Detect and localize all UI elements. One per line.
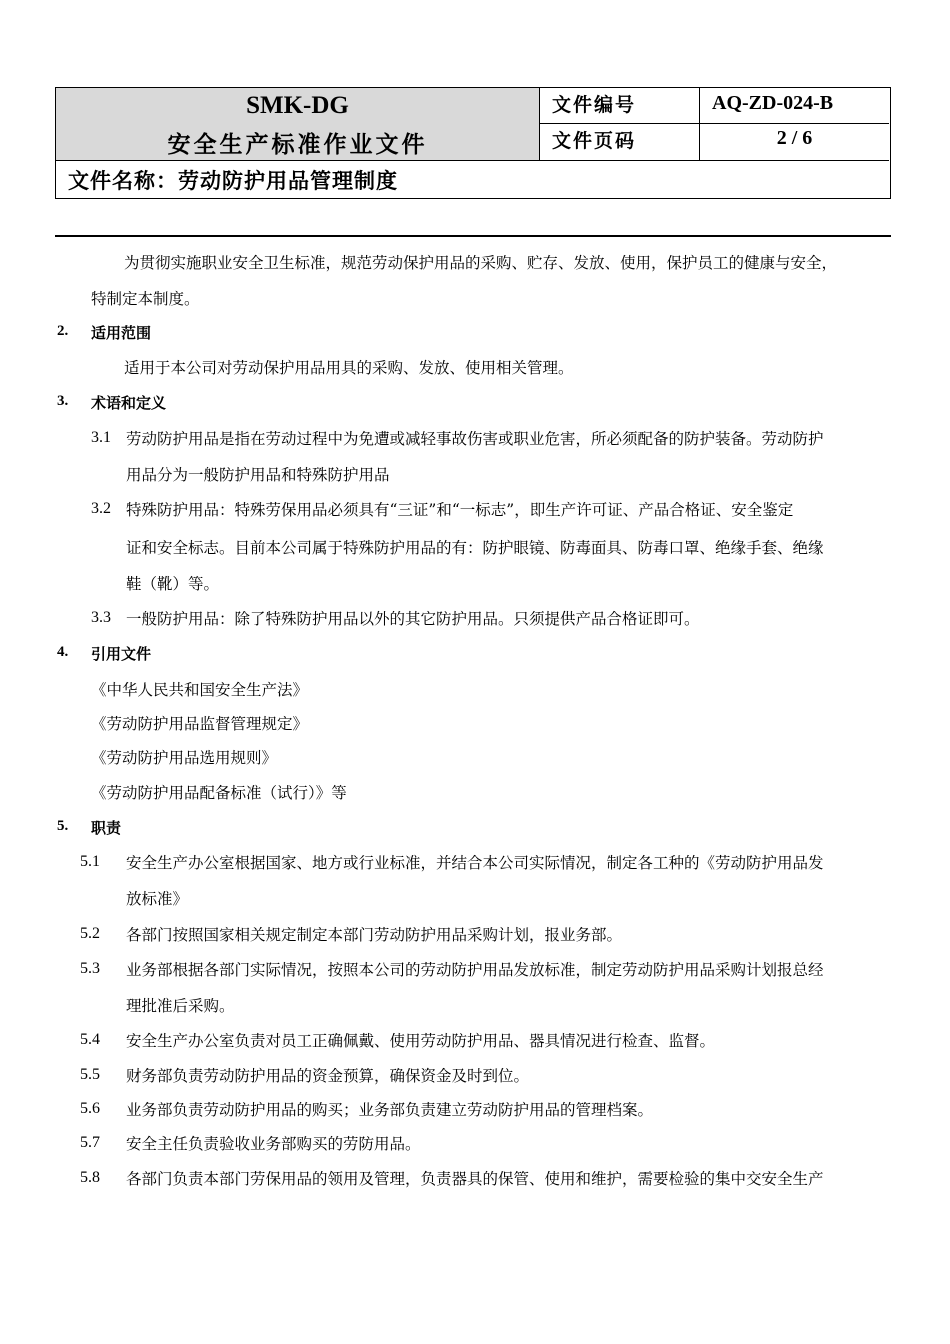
item-5-7-line-1: 安全主任负责验收业务部购买的劳防用品。 — [126, 1135, 421, 1153]
reference-item: 《劳动防护用品监督管理规定》 — [91, 715, 309, 733]
item-5-7-number: 5.7 — [80, 1134, 100, 1151]
item-5-3-number: 5.3 — [80, 960, 100, 977]
item-5-1-number: 5.1 — [80, 853, 100, 870]
item-5-1-line-2: 放标准》 — [126, 890, 189, 908]
item-3-2-line-2: 证和安全标志。目前本公司属于特殊防护用品的有：防护眼镜、防毒面具、防毒口罩、绝缘手套、绝缘 — [126, 539, 824, 557]
item-5-8-number: 5.8 — [80, 1169, 100, 1186]
item-5-5-number: 5.5 — [80, 1066, 100, 1083]
doc-number-value-cell — [700, 88, 889, 124]
item-5-3-line-1: 业务部根据各部门实际情况，按照本公司的劳动防护用品发放标准，制定劳动防护用品采购计划报总经 — [126, 961, 824, 979]
item-5-5-line-1: 财务部负责劳动防护用品的资金预算，确保资金及时到位。 — [126, 1067, 530, 1085]
document-header-table — [55, 87, 891, 199]
item-5-4-line-1: 安全生产办公室负责对员工正确佩戴、使用劳动防护用品、器具情况进行检查、监督。 — [126, 1032, 716, 1050]
reference-item: 《劳动防护用品配备标准（试行）》等 — [91, 784, 347, 802]
purpose-line-1: 为贯彻实施职业安全卫生标准，规范劳动保护用品的采购、贮存、发放、使用，保护员工的健康与安全， — [124, 254, 838, 272]
item-5-4-number: 5.4 — [80, 1031, 100, 1048]
page-number-value: 2 / 6 — [776, 127, 813, 149]
company-code: SMK-DG — [246, 92, 349, 119]
item-3-1-line-1: 劳动防护用品是指在劳动过程中为免遭或减轻事故伤害或职业危害，所必须配备的防护装备。劳动防护 — [126, 430, 824, 448]
item-5-1-line-1: 安全生产办公室根据国家、地方或行业标准，并结合本公司实际情况，制定各工种的《劳动防护用品发 — [126, 854, 824, 872]
doc-number-value: AQ-ZD-024-B — [712, 92, 834, 114]
doc-name: 文件名称：劳动防护用品管理制度 — [68, 168, 398, 193]
section-2-number: 2. — [57, 323, 69, 339]
item-5-3-line-2: 理批准后采购。 — [126, 997, 235, 1015]
item-3-3-number: 3.3 — [91, 609, 111, 626]
item-5-2-number: 5.2 — [80, 925, 100, 942]
section-2-text: 适用于本公司对劳动保护用品用具的采购、发放、使用相关管理。 — [124, 359, 574, 377]
page-number-label-cell — [540, 124, 700, 161]
section-5-title: 职责 — [91, 819, 122, 837]
item-3-2-line-1: 特殊防护用品：特殊劳保用品必须具有“三证”和“一标志”，即生产许可证、产品合格证、安全鉴定 — [126, 501, 794, 519]
section-2-title: 适用范围 — [91, 324, 152, 342]
item-3-2-line-3: 鞋（靴）等。 — [126, 575, 220, 593]
item-5-2-line-1: 各部门按照国家相关规定制定本部门劳动防护用品采购计划，报业务部。 — [126, 926, 623, 944]
item-5-8-line-1: 各部门负责本部门劳保用品的领用及管理，负责器具的保管、使用和维护，需要检验的集中交安全生产 — [126, 1170, 824, 1188]
item-5-6-number: 5.6 — [80, 1100, 100, 1117]
item-3-1-number: 3.1 — [91, 429, 111, 446]
item-3-2-number: 3.2 — [91, 500, 111, 517]
section-4-title: 引用文件 — [91, 645, 152, 663]
section-3-number: 3. — [57, 393, 69, 409]
reference-item: 《中华人民共和国安全生产法》 — [91, 681, 309, 699]
doc-number-label: 文件编号 — [552, 94, 637, 116]
doc-number-label-cell — [540, 88, 700, 124]
section-3-title: 术语和定义 — [91, 394, 167, 412]
header-title-cell — [56, 88, 540, 161]
purpose-line-2: 特制定本制度。 — [91, 290, 200, 308]
item-3-1-line-2: 用品分为一般防护用品和特殊防护用品 — [126, 466, 390, 484]
section-4-number: 4. — [57, 644, 69, 660]
item-5-6-line-1: 业务部负责劳动防护用品的购买；业务部负责建立劳动防护用品的管理档案。 — [126, 1101, 654, 1119]
page-number-label: 文件页码 — [552, 130, 637, 152]
header-divider — [55, 235, 891, 237]
document-type: 安全生产标准作业文件 — [167, 131, 428, 158]
section-5-number: 5. — [57, 818, 69, 834]
item-3-3-line-1: 一般防护用品：除了特殊防护用品以外的其它防护用品。只须提供产品合格证即可。 — [126, 610, 700, 628]
doc-name-cell — [56, 161, 889, 198]
page-number-value-cell — [700, 124, 889, 161]
reference-item: 《劳动防护用品选用规则》 — [91, 749, 278, 767]
